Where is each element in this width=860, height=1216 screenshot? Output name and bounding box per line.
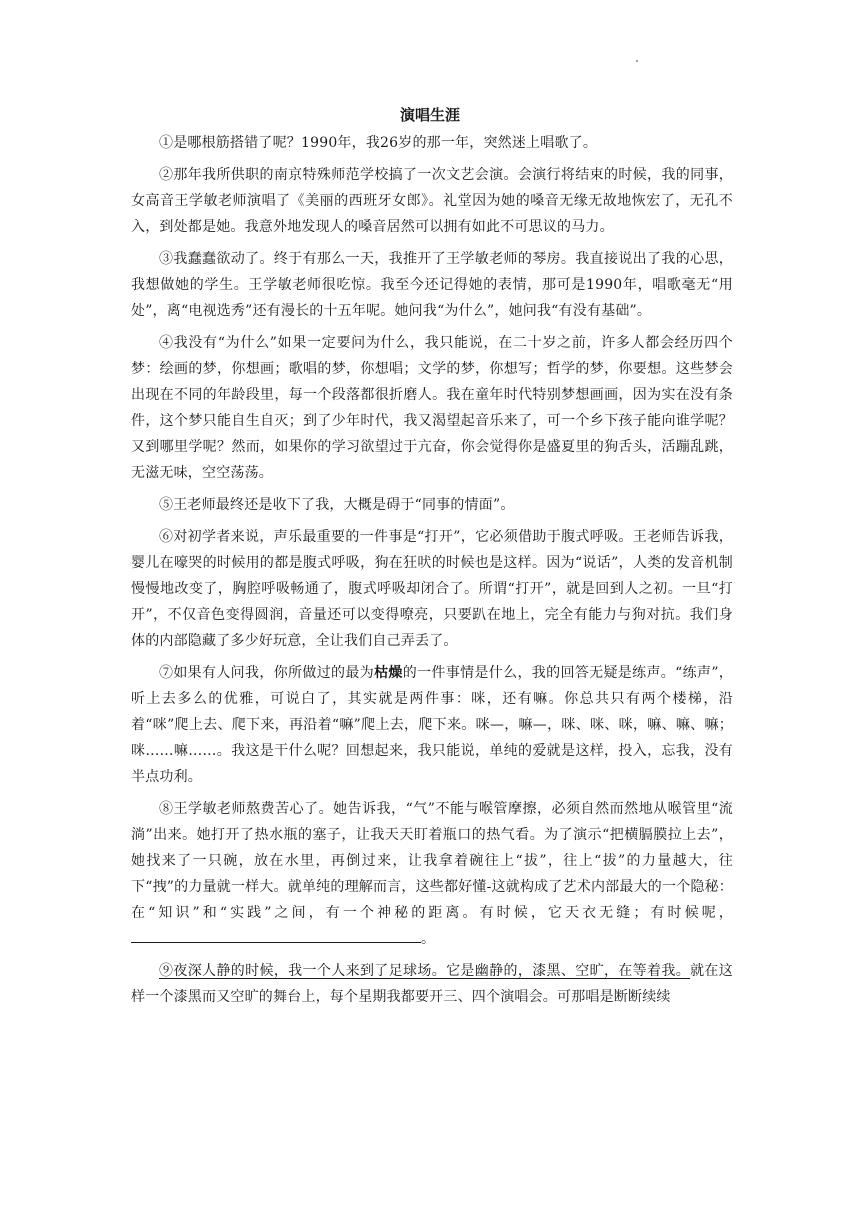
paragraph-4: ④我没有“为什么”如果一定要问为什么，我只能说，在二十岁之前，许多人都会经历四个梦：绘画的梦，你想画；歌唱的梦，你想唱；文学的梦，你想写；哲学的梦，你要想。这些梦会出现在不同的年龄段里，每一个段落都很折磨人。我在童年时代特别梦想画画，因为实在没有条件，这个梦只能自生自灭；到了少年时代，我又渴望起音乐来了，可一个乡下孩子能向谁学呢？又到哪里学呢？然而，如果你的学习欲望过于亢奋，你会觉得你是盛夏里的狗舌头，活蹦乱跳，无滋无味，空空荡荡。 [131, 335, 733, 481]
paragraph-9 [131, 958, 733, 1010]
paragraph-5: ⑤王老师最终还是收下了我，大概是碍于“同事的情面”。 [159, 497, 515, 513]
paragraph-7-lead: ⑦如果有人问我，你所做过的最为 [159, 665, 375, 681]
paragraph-6: ⑥对初学者来说，声乐最重要的一件事是“打开”，它必须借助于腹式呼吸。王老师告诉我，婴儿在嚎哭的时候用的都是腹式呼吸，狗在狂吠的时候也是这样。因为“说话”，人类的发音机制慢慢地改变了，胸腔呼吸畅通了，腹式呼吸却闭合了。所谓“打开”，就是回到人之初。一旦“打开”，不仅音色变得圆润，音量还可以变得嘹亮，只要趴在地上，完全有能力与狗对抗。我们身体的内部隐藏了多少好玩意，全让我们自己弄丢了。 [131, 529, 733, 649]
paragraph-8-text: ⑧王学敏老师熬费苦心了。她告诉我，“气”不能与喉管摩擦，必须自然而然地从喉管里“流淌”出来。她打开了热水瓶的塞子，让我天天盯着瓶口的热气看。为了演示“把横膈膜拉上去”，她找来了一只碗，放在水里，再倒过来，让我拿着碗往上“拔”，往上“拔”的力量越大，往下“拽”的力量就一样大。就单纯的理解而言，这些都好懂-这就构成了艺术内部最大的一个隐秘：在“知识”和“实践”之间，有一个神秘的距离。有时候，它天衣无缝；有时候呢， [131, 801, 733, 921]
paragraph-8 [131, 796, 733, 952]
paragraph-7-rest: 的一件事情是什么，我的回答无疑是练声。“练声”，听上去多么的优雅，可说白了，其实就是两件事：咪，还有嘛。你总共只有两个楼梯，沿着“咪”爬上去、爬下来，再沿着“嘛”爬上去，爬下来。咪—，嘛—，咪、咪、咪，嘛、嘛、嘛；咪……嘛……。我这是干什么呢？回想起来，我只能说，单纯的爱就是这样，投入，忘我，没有半点功利。 [131, 665, 734, 785]
paragraph-1: ①是哪根筋搭错了呢？1990年，我26岁的那一年，突然迷上唱歌了。 [159, 135, 598, 151]
paragraph-7 [131, 660, 733, 790]
paragraph-3: ③我蠢蠢欲动了。终于有那么一天，我推开了王学敏老师的琴房。我直接说出了我的心思，我想做她的学生。王学敏老师很吃惊。我至今还记得她的表情，那可是1990年，唱歌毫无“用处”，离“电视选秀”还有漫长的十五年呢。她问我“为什么”，她问我“有没有基础”。 [131, 251, 733, 319]
fill-in-blank[interactable] [131, 926, 421, 943]
page-dot-mark [636, 60, 638, 62]
article-body [131, 130, 733, 1016]
bold-keyword: 枯燥 [374, 665, 403, 681]
paragraph-8-end: 。 [421, 931, 436, 947]
underlined-sentence: ⑨夜深人静的时候，我一个人来到了足球场。它是幽静的，漆黑、空旷，在等着我。 [159, 963, 691, 979]
paragraph-2: ②那年我所供职的南京特殊师范学校搞了一次文艺会演。会演行将结束的时候，我的同事，女高音王学敏老师演唱了《美丽的西班牙女郎》。礼堂因为她的嗓音无缘无故地恢宏了，无孔不入，到处都是她。我意外地发现人的嗓音居然可以拥有如此不可思议的马力。 [131, 167, 733, 235]
paragraph-9-rest: 就在这样一个漆黑而又空旷的舞台上，每个星期我都要开三、四个演唱会。可那唱是断断续续 [131, 963, 733, 1005]
article-title: 演唱生涯 [399, 106, 460, 124]
